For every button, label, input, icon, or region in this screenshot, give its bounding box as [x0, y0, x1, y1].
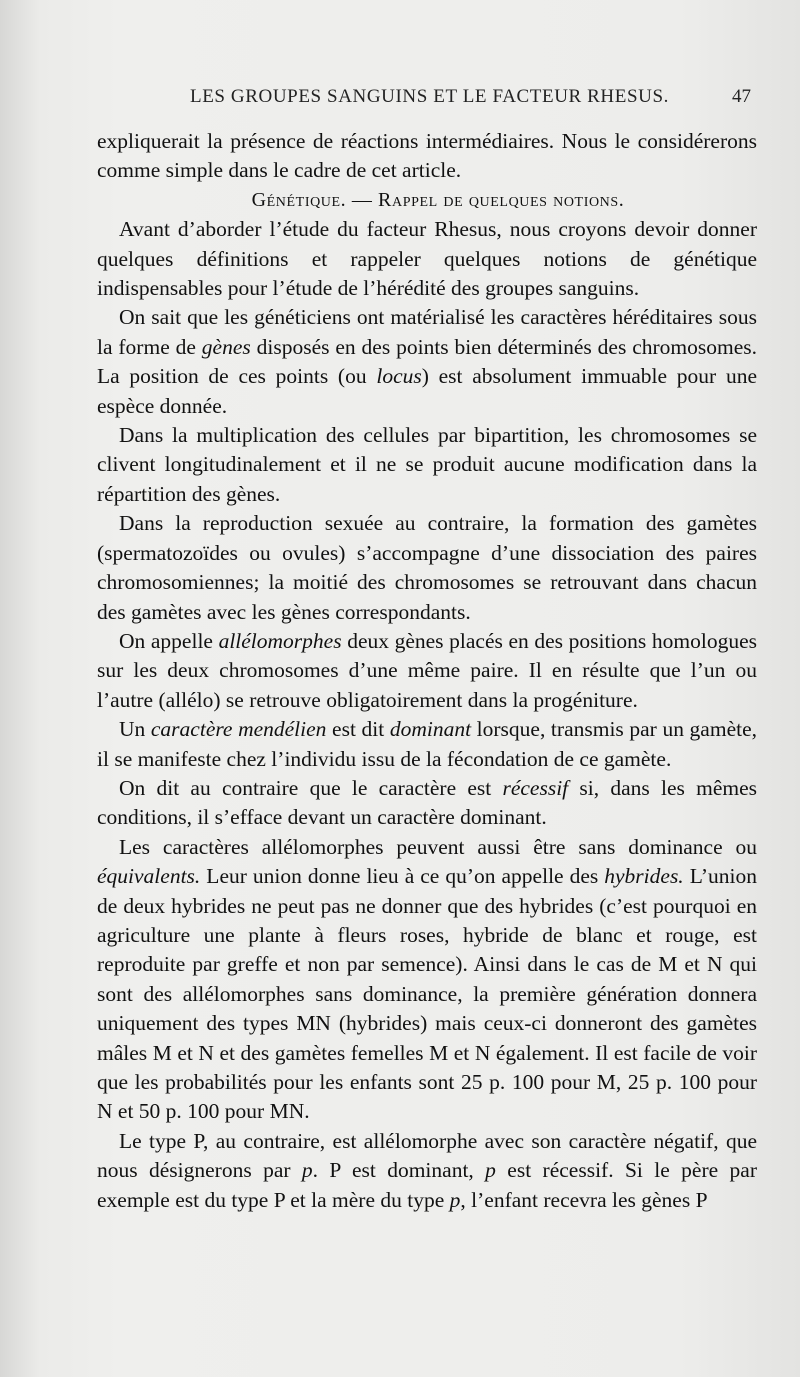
page-number: 47 — [732, 86, 751, 107]
term-equivalents: équivalents. — [97, 864, 201, 889]
paragraph-multiplication: Dans la multiplication des cellules par bipartition, les chromosomes se clivent longitudinalement et il ne se produit aucune modification dans la répartition des gènes. — [97, 423, 757, 506]
term-caractere-mendelien: caractère mendélien — [150, 717, 327, 742]
paragraph-recessif: On dit au contraire que le caractère est récessif si, dans les mêmes conditions, il s’efface devant un caractère dominant. — [97, 775, 757, 830]
paragraph-hybrides: Les caractères allélomorphes peuvent aussi être sans dominance ou équivalents. Leur union donne lieu à ce qu’on appelle des hybrides. L’union de deux hybrides ne peut pas ne donner que des hybrides (c’est pourquoi en agriculture une plante à fleurs roses, hybride de blanc et rouge, est reproduite par greffe et non par semence). Ainsi dans le cas de M et N qui sont des allélomorphes sans dominance, la première génération donnera uniquement des types MN (hybrides) mais ceux-ci donneront des gamètes mâles M et N et des gamètes femelles M et N également. Il est facile de voir que les probabilités pour les enfants sont 25 p. 100 pour M, 25 p. 100 pour N et 50 p. 100 pour MN. — [97, 834, 757, 1124]
term-hybrides: hybrides. — [604, 864, 684, 889]
term-locus: locus — [376, 364, 422, 389]
section-heading: Génétique. — Rappel de quelques notions. — [251, 188, 625, 211]
term-genes: gènes — [201, 334, 251, 359]
paragraph-allelomorphes: On appelle allélomorphes deux gènes placés en des positions homologues sur les deux chromosomes d’une même paire. Il en résulte que l’un ou l’autre (allélo) se retrouve obligatoirement dans la progéniture. — [97, 628, 757, 712]
intro-paragraph: expliquerait la présence de réactions intermédiaires. Nous le considérerons comme simple dans le cadre de cet article. — [97, 129, 757, 183]
term-allelomorphes: allélomorphes — [218, 628, 342, 653]
term-p-2: p — [485, 1158, 496, 1183]
term-p-3: p — [449, 1187, 461, 1212]
paragraph-dominant: Un caractère mendélien est dit dominant lorsque, transmis par un gamète, il se manifeste chez l’individu issu de la fécondation de ce gamète. — [97, 717, 757, 771]
paragraph-genes: On sait que les généticiens ont matérialisé les caractères héréditaires sous la forme de gènes disposés en des points bien déterminés des chromosomes. La position de ces points (ou locus) est absolument immuable pour une espèce donnée. — [97, 305, 757, 418]
term-p-1: p — [301, 1158, 313, 1183]
term-dominant: dominant — [389, 717, 472, 742]
paragraph-type-p: Le type P, au contraire, est allélomorphe avec son caractère négatif, que nous désignerons par p. P est dominant, p est récessif. Si le père par exemple est du type P et la mère du type p, l’enfant recevra les gènes P — [97, 1128, 757, 1212]
body-text — [97, 127, 757, 1215]
paragraph-reproduction: Dans la reproduction sexuée au contraire, la formation des gamètes (spermatozoïdes ou ovules) s’accompagne d’une dissociation des paires chromosomiennes; la moitié des chromosomes se retrouvant dans chacun des gamètes avec les gènes correspondants. — [97, 511, 757, 624]
term-recessif: récessif — [502, 775, 569, 800]
paragraph-definitions: Avant d’aborder l’étude du facteur Rhesus, nous croyons devoir donner quelques définitions et rappeler quelques notions de génétique indispensables pour l’étude de l’hérédité des groupes sanguins. — [97, 217, 757, 301]
page-header — [0, 86, 800, 116]
running-title: LES GROUPES SANGUINS ET LE FACTEUR RHESUS. — [190, 86, 669, 107]
